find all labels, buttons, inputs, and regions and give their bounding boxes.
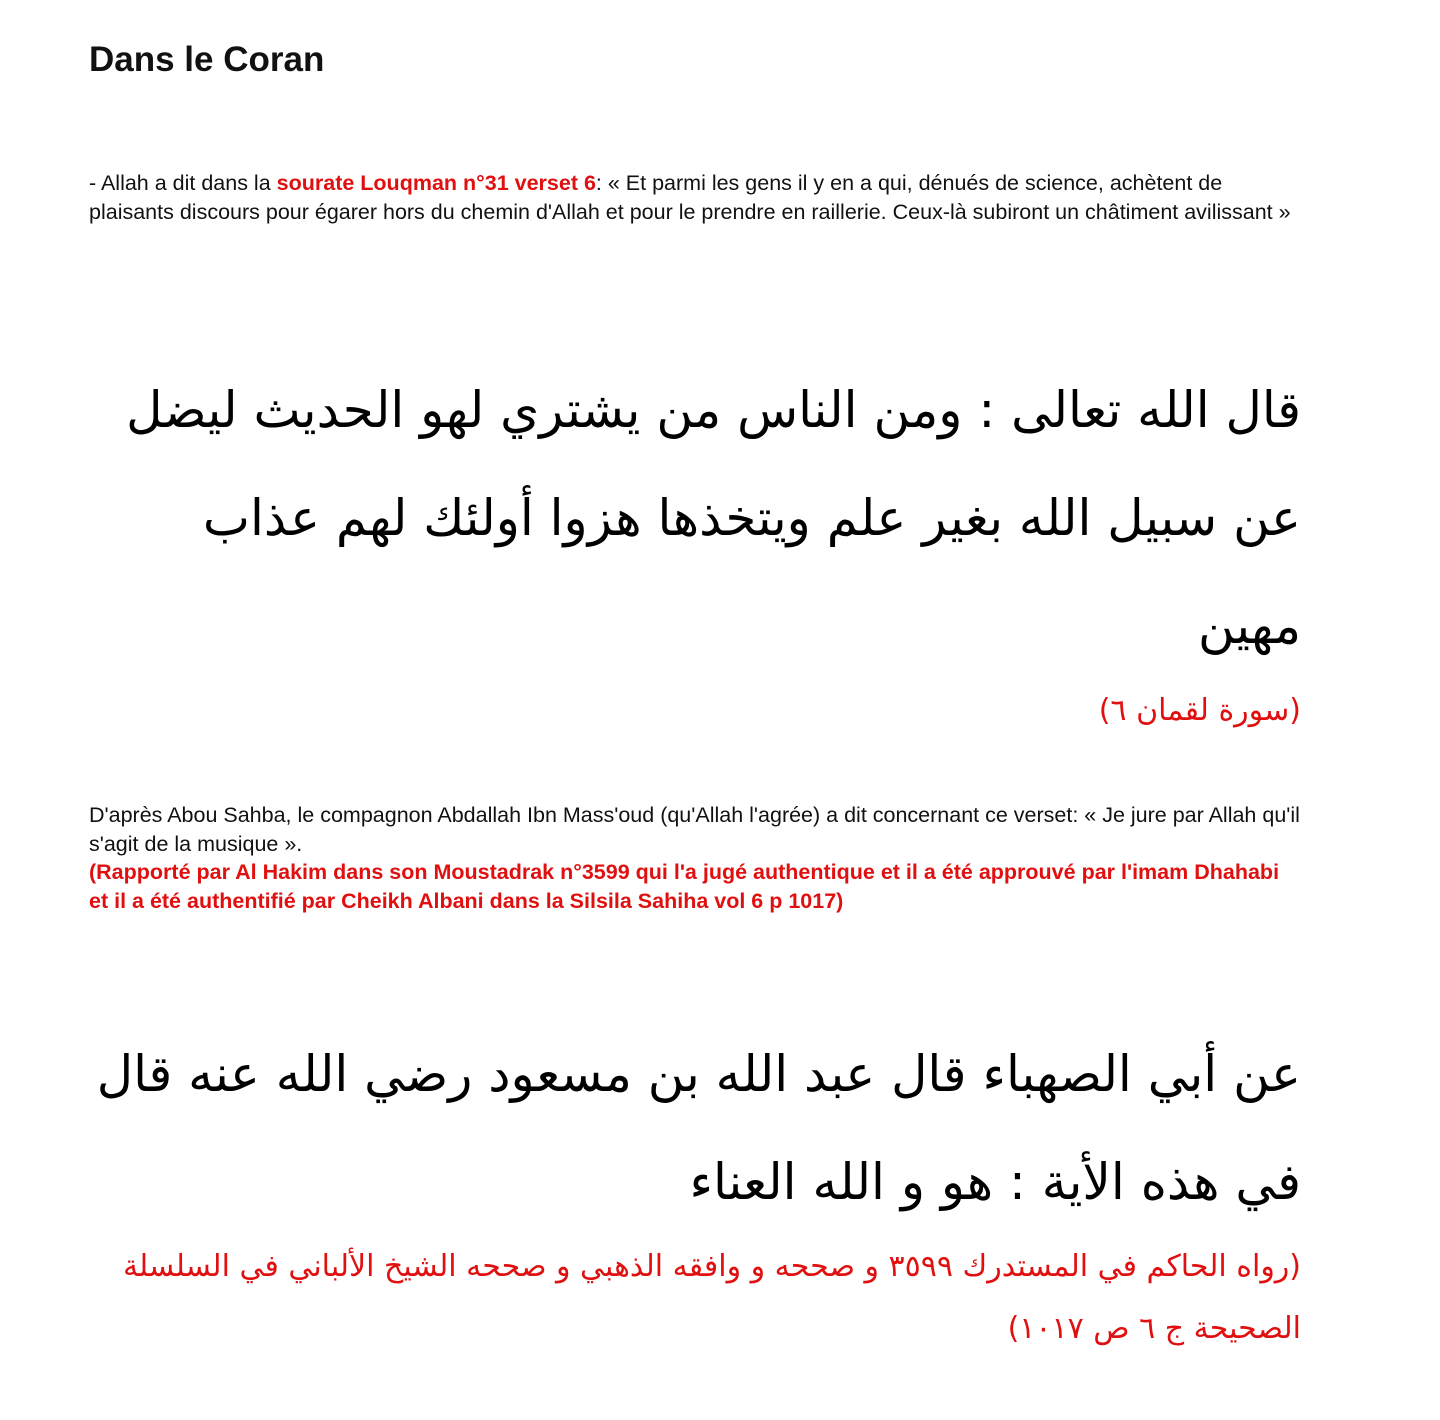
- arabic-verse: قال الله تعالى : ومن الناس من يشتري لهو الحديث ليضل عن سبيل الله بغير علم ويتخذها هزوا أولئك لهم عذاب مهين: [126, 381, 1301, 655]
- arabic-hadith-reference: (رواه الحاكم في المستدرك ٣٥٩٩ و صححه و وافقه الذهبي و صححه الشيخ الألباني في السلسلة الصحيحة ج ٦ ص ١٠١٧): [122, 1249, 1301, 1346]
- arabic-hadith: عن أبي الصهباء قال عبد الله بن مسعود رضي الله عنه قال في هذه الأية : هو و الله العناء: [96, 1045, 1301, 1211]
- hadith-reference: (Rapporté par Al Hakim dans son Moustadrak n°3599 qui l'a jugé authentique et il a été approuvé par l'imam Dhahabi et il a été authentifié par Cheikh Albani dans la Silsila Sahiha vol 6 p 1017): [89, 860, 1280, 913]
- hadith-text: D'après Abou Sahba, le compagnon Abdallah Ibn Mass'oud (qu'Allah l'agrée) a dit concernant ce verset: « Je jure par Allah qu'il s'agit de la musique ».: [89, 803, 1300, 856]
- verse-translation: : « Et parmi les gens il y en a qui, dénués de science, achètent de plaisants discours pour égarer hors du chemin d'Allah et pour le prendre en raillerie. Ceux-là subiront un châtiment avilissant »: [89, 171, 1291, 224]
- quran-intro-paragraph: [89, 169, 1301, 226]
- arabic-verse-reference: (سورة لقمان ٦): [1098, 693, 1301, 728]
- intro-prefix: - Allah a dit dans la: [89, 171, 277, 195]
- sourate-reference: sourate Louqman n°31 verset 6: [276, 171, 596, 195]
- hadith-paragraph: [89, 801, 1301, 915]
- page-title: Dans le Coran: [89, 40, 325, 79]
